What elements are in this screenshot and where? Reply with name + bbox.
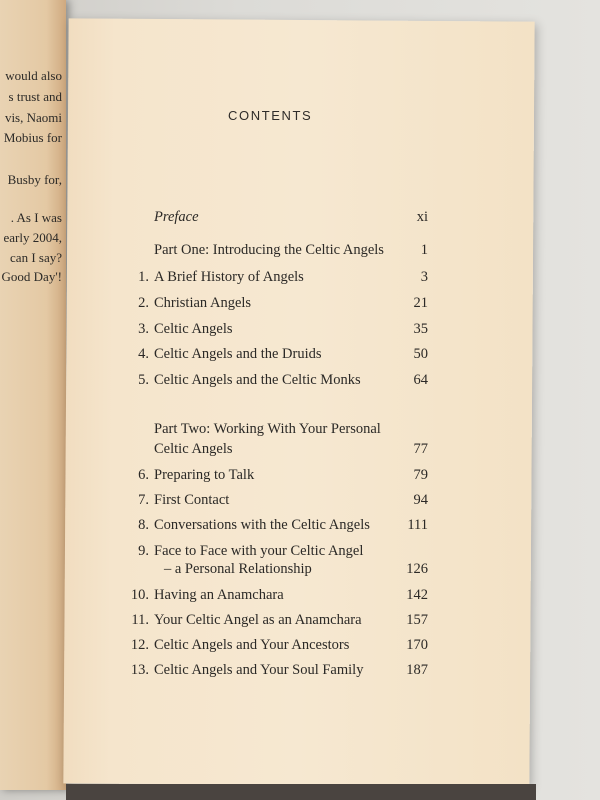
chapter-page: 21 (413, 295, 428, 311)
chapter-number: 4. (138, 346, 149, 362)
chapter-title: Preparing to Talk (154, 467, 255, 483)
chapter-page: 3 (420, 269, 428, 285)
chapter-number: 11. (131, 612, 149, 628)
chapter-number: 13. (130, 662, 149, 678)
chapter-number: 1. (138, 269, 149, 285)
chapter-page: 157 (406, 612, 428, 628)
chapter-number: 2. (138, 295, 149, 311)
left-page (0, 0, 66, 790)
chapter-page: 64 (413, 372, 428, 388)
toc-part-label: Part Two: Working With Your Personal (154, 421, 381, 437)
contents-title: CONTENTS (228, 108, 313, 123)
chapter-title-line2: – a Personal Relationship (164, 561, 312, 577)
chapter-title: Celtic Angels (154, 321, 233, 337)
book-edge (66, 784, 536, 800)
chapter-title: Christian Angels (154, 295, 252, 311)
chapter-page: 50 (413, 346, 428, 362)
left-page-line: s trust and (8, 89, 62, 104)
toc-part-page: 77 (413, 441, 428, 457)
chapter-page: 111 (407, 517, 428, 533)
toc-entry-label: Preface (154, 209, 199, 225)
left-page-line: early 2004, (3, 230, 62, 245)
toc-part-label: Part One: Introducing the Celtic Angels (154, 242, 384, 258)
chapter-number: 5. (138, 372, 149, 388)
left-page-line: would also (5, 68, 62, 83)
left-page-line: . As I was (10, 210, 62, 225)
chapter-page: 187 (406, 662, 428, 678)
left-page-line: vis, Naomi (4, 110, 62, 125)
toc-part-page: 1 (420, 242, 428, 258)
chapter-title: Your Celtic Angel as an Anamchara (154, 612, 362, 628)
chapter-page: 94 (413, 492, 428, 508)
left-page-line: Busby for, (7, 172, 62, 187)
chapter-page: 35 (413, 321, 428, 337)
chapter-number: 8. (138, 517, 149, 533)
chapter-title: Celtic Angels and Your Ancestors (154, 637, 350, 653)
toc-entry-page: xi (416, 209, 428, 225)
chapter-number: 7. (138, 492, 149, 508)
chapter-title: Face to Face with your Celtic Angel (154, 543, 364, 559)
chapter-title: First Contact (154, 492, 230, 508)
chapter-title: Celtic Angels and the Druids (154, 346, 322, 362)
chapter-title: Having an Anamchara (154, 587, 284, 603)
chapter-page: 126 (406, 561, 428, 577)
chapter-title: Celtic Angels and the Celtic Monks (154, 372, 361, 388)
chapter-title: Celtic Angels and Your Soul Family (154, 662, 364, 678)
chapter-number: 6. (138, 467, 149, 483)
chapter-page: 79 (413, 467, 428, 483)
left-page-line: Mobius for (3, 130, 62, 145)
chapter-number: 9. (138, 543, 149, 559)
left-page-line: Good Day'! (1, 269, 62, 284)
left-page-line: can I say? (10, 250, 62, 265)
chapter-page: 142 (406, 587, 428, 603)
toc-part-label-line2: Celtic Angels (154, 441, 233, 457)
chapter-title: Conversations with the Celtic Angels (154, 517, 370, 533)
chapter-page: 170 (406, 637, 428, 653)
chapter-number: 12. (130, 637, 149, 653)
chapter-title: A Brief History of Angels (154, 269, 304, 285)
chapter-number: 10. (130, 587, 149, 603)
chapter-number: 3. (138, 321, 149, 337)
